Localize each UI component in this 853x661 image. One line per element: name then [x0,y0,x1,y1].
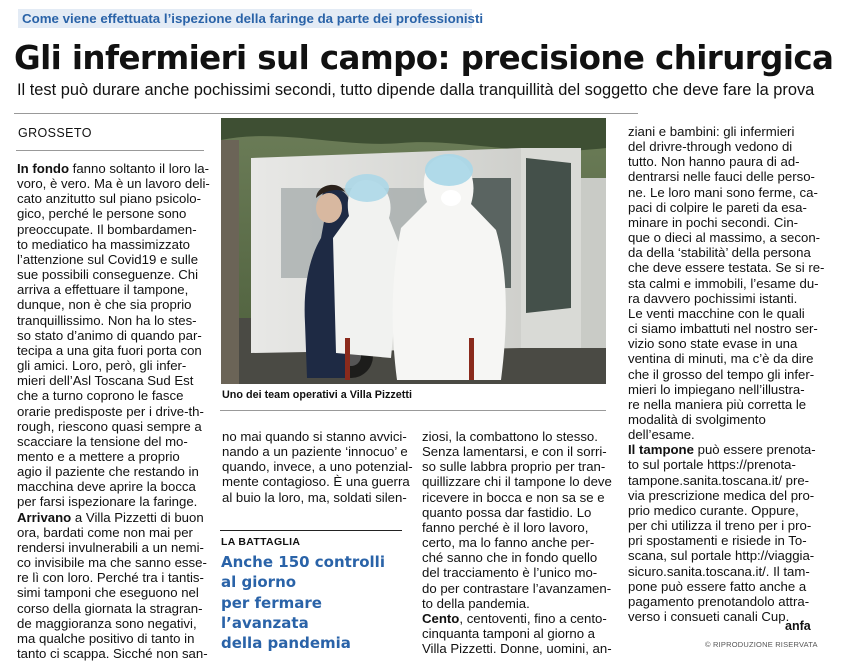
line-text: tanto ci scappa. Sicché non san- [17,646,208,661]
line-text: mento e a mettere a proprio [17,448,180,464]
text-line [628,124,824,139]
text-line [422,505,612,520]
line-text: ventina di minuti, ma c’è da dire [628,351,814,367]
line-text: mente contagioso. È una guerra [222,474,410,490]
text-line [17,616,210,631]
line-text: ziani e bambini: gli infermieri [628,124,795,139]
line-text: che deve essere testata. Se si re- [628,260,825,276]
line-text: da della ‘stabilità’ della persona [628,245,811,261]
text-line [17,343,210,358]
text-line [628,442,824,457]
lead-word: Arrivano [17,509,72,525]
text-line [422,611,612,626]
line-text: arriva a effettuare il tampone, [17,282,189,298]
text-line [17,282,210,297]
divider [220,530,402,531]
author-signature: anfa [785,619,811,633]
line-text: ci siamo imbattuti nel nostro ser- [628,321,818,337]
line-text: fanno soltanto il loro la- [69,161,210,176]
text-line [17,585,210,600]
text-line [17,358,210,373]
text-line [422,520,612,535]
line-text: per farsi ispezionare la faringe. [17,494,198,510]
line-text: do per contrastare l’avanzamen- [422,580,612,596]
line-text: gico, perché le persone sono [17,206,187,222]
line-text: de maggioranza sono negativi, [17,615,197,631]
text-line [628,533,824,548]
box-title [221,552,385,653]
text-line [17,449,210,464]
line-text: pone può essere fatto anche a [628,578,807,594]
text-line [222,459,413,474]
text-line [17,252,210,267]
line-text: cato anzitutto sul piano psicolo- [17,191,202,207]
text-line [17,464,210,479]
box-label: LA BATTAGLIA [221,536,301,548]
text-line [17,206,210,221]
text-line [628,473,824,488]
line-text: nando a un paziente ‘innocuo’ e [222,444,408,460]
text-line [422,535,612,550]
text-line [17,404,210,419]
text-line [628,427,824,442]
article-subtitle: Il test può durare anche pochissimi secondi, tutto dipende dalla tranquillità del soggetto che deve fare la prova [17,81,815,99]
text-line [628,291,824,306]
text-line [422,565,612,580]
text-line [222,474,413,489]
line-text: tranquillissimo. Non ha lo stes- [17,312,197,328]
text-line [422,474,612,489]
box-title-line: della pandemia [221,634,351,653]
text-line [422,581,612,596]
text-line [17,191,210,206]
text-line [17,222,210,237]
line-text: ra davvero pochissimi istanti. [628,290,798,306]
photo-nurses-drive-through [221,118,606,384]
text-line [628,245,824,260]
text-line [17,494,210,509]
line-text: quanto possa dar fastidio. Lo [422,504,592,520]
text-line [17,555,210,570]
line-text: , centoventi, fino a cento- [459,610,607,626]
text-line [628,488,824,503]
text-line [422,459,612,474]
line-text: prio medico curante. Oppure, [628,502,799,518]
line-text: verso i consueti canali Cup. [628,609,790,624]
line-text: agio il paziente che restando in [17,464,199,480]
line-text: ricevere in bocca e non sa se e [422,489,605,505]
line-text: no mai quando si stanno avvici- [222,429,407,444]
line-text: del tracciamento è l’unico mo- [422,565,598,581]
lead-word: Il tampone [628,442,694,458]
text-line [422,626,612,641]
text-line [628,321,824,336]
text-line [628,594,824,609]
text-line [17,646,210,661]
line-text: tampone.sanita.toscana.it/ pre- [628,472,810,488]
text-line [17,631,210,646]
text-line [628,367,824,382]
text-line [628,382,824,397]
line-text: quillizzare chi il tampone lo deve [422,474,612,490]
line-text: voro, è vero. Ma è un lavoro deli- [17,176,210,192]
divider [14,113,638,114]
line-text: fanno perché è il loro lavoro, [422,519,589,535]
line-text: scacciare la tensione del mo- [17,433,188,449]
line-text: rendersi invulnerabili a un nemi- [17,539,204,555]
text-line [628,154,824,169]
line-text: pri spostamenti e risiede in To- [628,533,807,549]
text-line [17,419,210,434]
text-line [628,230,824,245]
line-text: rough, riescono quasi sempre a [17,418,202,434]
line-text: cinquanta tamponi al giorno a [422,626,596,642]
text-line [222,444,413,459]
line-text: que o dieci al massimo, a secon- [628,230,821,246]
text-line [628,548,824,563]
divider [220,410,606,411]
line-text: modalità di svolgimento [628,411,766,427]
text-line [17,373,210,388]
line-text: Villa Pizzetti. Donne, uomini, an- [422,641,612,657]
lead-word: Cento [422,610,460,626]
article-photo [221,118,606,384]
text-line [422,550,612,565]
line-text: so sulle labbra proprio per tran- [422,459,606,475]
line-text: ché sanno che in fondo quello [422,550,598,566]
line-text: to mediatico ha massimizzato [17,236,190,252]
text-line [17,525,210,540]
text-line [17,510,210,525]
line-text: che a turno coprono le fasce [17,388,184,404]
line-text: al buio la loro, ma, soldati silen- [222,489,407,505]
text-line [17,479,210,494]
text-line [628,518,824,533]
line-text: gli amici. Loro, però, gli infer- [17,358,187,374]
line-text: che il grosso del tempo gli infer- [628,366,815,382]
text-line [17,434,210,449]
text-line [628,351,824,366]
line-text: to della pandemia. [422,595,530,611]
line-text: mieri lo impiegano nell’illustra- [628,381,805,397]
line-text: vizio sono state evase in una [628,336,798,352]
line-text: scana, sul portale http://viaggia- [628,548,815,564]
text-line [628,336,824,351]
text-line [17,328,210,343]
text-line [628,457,824,472]
line-text: to sul portale https://prenota- [628,457,796,473]
line-text: Le venti macchine con le quali [628,305,805,321]
article-headline: Gli infermieri sul campo: precisione chirurgica [14,39,834,77]
text-line [422,641,612,656]
text-line [628,169,824,184]
line-text: sicuro.sanita.toscana.it/. Il tam- [628,563,810,579]
line-text: pagamento prenotandolo attra- [628,593,810,609]
divider [16,150,204,151]
box-title-line: al giorno [221,573,297,592]
text-line [222,429,413,444]
line-text: mieri dell’Asl Toscana Sud Est [17,373,194,389]
copyright-notice: © RIPRODUZIONE RISERVATA [705,640,818,649]
text-line [17,540,210,555]
text-line [628,185,824,200]
box-title-line: l’avanzata [221,613,309,632]
text-line [628,139,824,154]
text-line [17,297,210,312]
box-title-line: per fermare [221,593,322,612]
text-line [222,490,413,505]
line-text: dell’esame. [628,427,695,443]
line-text: sta calmi e immobili, l’esame du- [628,275,819,291]
text-line [628,260,824,275]
line-text: ne. Le loro mani sono ferme, ca- [628,184,818,200]
text-line [628,503,824,518]
line-text: del drivre-through vedono di [628,139,793,155]
line-text: so stato d’animo di quando par- [17,327,202,343]
text-line [422,596,612,611]
text-line [628,564,824,579]
line-text: l’attenzione sul Covid19 e sulle [17,251,199,267]
line-text: re nella maniera più corretta le [628,396,807,412]
text-line [17,601,210,616]
text-line [628,200,824,215]
line-text: simi tamponi che eseguono nel [17,585,199,601]
text-line [628,412,824,427]
line-text: Senza lamentarsi, e con il sorri- [422,444,607,460]
text-line [422,490,612,505]
line-text: può essere prenota- [693,442,816,458]
line-text: ziosi, la combattono lo stesso. [422,429,598,444]
line-text: ma qualche positivo di tanto in [17,630,195,646]
text-line [17,237,210,252]
line-text: dunque, non è che sia proprio [17,297,192,313]
article-kicker: Come viene effettuata l’ispezione della faringe da parte dei professionisti [18,9,472,28]
text-line [17,161,210,176]
text-line [17,176,210,191]
article-column-3 [422,429,612,656]
article-column-4 [628,124,824,624]
text-line [17,313,210,328]
article-column-1 [17,161,210,661]
text-line [422,444,612,459]
line-text: minare in pochi secondi. Cin- [628,214,799,230]
text-line [628,397,824,412]
line-text: via prescrizione medica del pro- [628,487,815,503]
photo-caption: Uno dei team operativi a Villa Pizzetti [222,389,412,401]
line-text: preoccupate. Il bombardamen- [17,221,197,237]
article-dateline: GROSSETO [18,126,92,140]
line-text: a Villa Pizzetti di buon [71,509,204,525]
line-text: orarie predisposte per i drive-th- [17,403,204,419]
line-text: paci di colpire le pareti da esa- [628,199,807,215]
line-text: corso della giornata la stragran- [17,600,203,616]
text-line [17,267,210,282]
line-text: certo, ma lo fanno anche per- [422,535,595,551]
line-text: co invisibile ma che sanno esse- [17,555,207,571]
line-text: tutto. Non hanno paura di ad- [628,154,800,170]
line-text: per chi utilizza il treno per i pro- [628,518,812,534]
text-line [17,570,210,585]
text-line [628,579,824,594]
text-line [628,306,824,321]
line-text: ora, bardati come non mai per [17,524,193,540]
line-text: tecipa a una gita fuori porta con [17,342,202,358]
box-title-line: Anche 150 controlli [221,553,385,571]
line-text: re lì con loro. Perché tra i tantis- [17,570,204,586]
article-column-2 [222,429,413,505]
line-text: quando, invece, a uno potenzial- [222,459,413,475]
text-line [628,215,824,230]
line-text: sue possibili conseguenze. Chi [17,267,199,283]
lead-word: In fondo [17,161,69,176]
line-text: dentrarsi nelle fauci delle perso- [628,169,815,185]
line-text: macchina deve aprire la bocca [17,479,196,495]
text-line [422,429,612,444]
text-line [628,276,824,291]
text-line [17,388,210,403]
